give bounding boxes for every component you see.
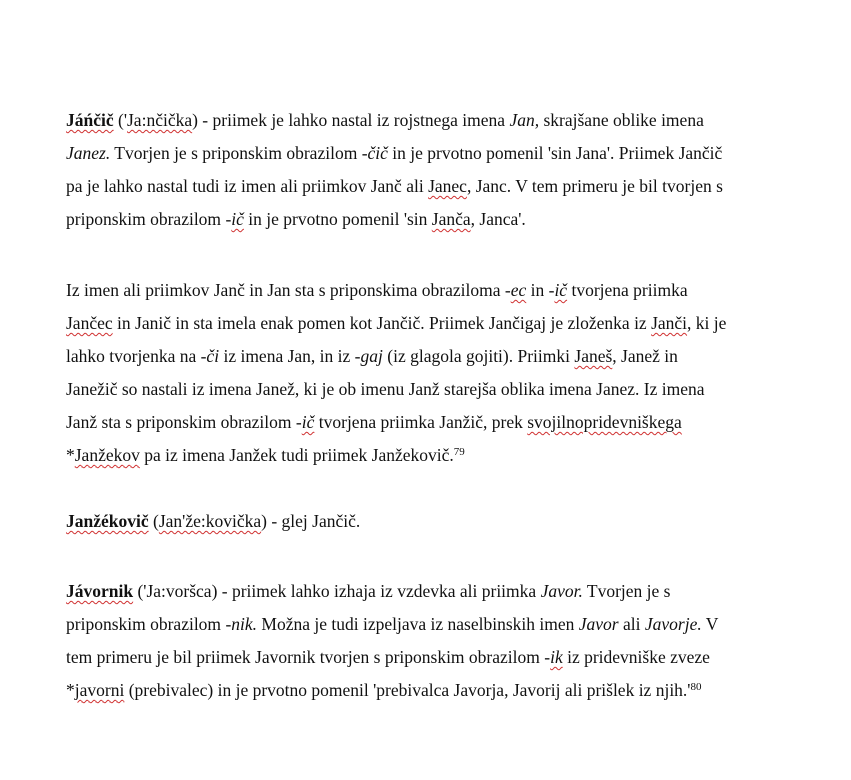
text-run: skrajšane oblike imena bbox=[539, 110, 704, 130]
text-run: (prebivalec) in je prvotno pomenil 'prebivalca Javorja, Javorij ali prišlek iz njih.' bbox=[124, 680, 691, 700]
text-run: lahko tvorjenka na bbox=[66, 346, 201, 366]
spellcheck-flagged-word: Janeš bbox=[574, 346, 613, 366]
spellcheck-flagged-word: Jávornik bbox=[66, 581, 134, 601]
text-run: pa je lahko nastal tudi iz imen ali priimkov Janč ali bbox=[66, 176, 429, 196]
spellcheck-flagged-word: Janec bbox=[428, 176, 467, 196]
text-run: ) - priimek je lahko nastal iz rojstnega imena bbox=[192, 110, 510, 130]
text-run: iz pridevniške zveze bbox=[562, 647, 710, 667]
text-run: -nik. bbox=[225, 614, 258, 634]
text-run: - bbox=[225, 209, 232, 229]
text-run: , ki je bbox=[687, 313, 727, 333]
text-run: tem primeru je bil priimek Javornik tvorjen s priponskim obrazilom bbox=[66, 647, 545, 667]
text-run: pa iz imena Janžek tudi priimek Janžekovič. bbox=[139, 445, 454, 465]
text-line bbox=[66, 373, 796, 406]
entry-javornik bbox=[66, 575, 796, 707]
spellcheck-flagged-word: ič bbox=[554, 280, 568, 300]
text-run: Tvorjen je s priponskim obrazilom bbox=[110, 143, 362, 163]
text-run: -čič bbox=[361, 143, 388, 163]
spellcheck-flagged-word: Ja:nčička bbox=[127, 110, 193, 130]
text-line bbox=[66, 505, 796, 538]
text-run: - bbox=[504, 280, 511, 300]
text-run: in je prvotno pomenil 'sin bbox=[243, 209, 432, 229]
text-run: Janez. bbox=[66, 143, 111, 163]
text-run: (' bbox=[113, 110, 127, 130]
text-run: * bbox=[66, 445, 75, 465]
spellcheck-flagged-word: Janžékovič bbox=[66, 511, 149, 531]
text-run: ) - glej Jančič. bbox=[261, 511, 361, 531]
text-run: (iz glagola gojiti). Priimki bbox=[382, 346, 575, 366]
text-run: V bbox=[701, 614, 719, 634]
text-run: Janž sta s priponskim obrazilom bbox=[66, 412, 296, 432]
text-run: ali bbox=[618, 614, 645, 634]
text-line bbox=[66, 137, 796, 170]
text-run: in je prvotno pomenil 'sin Jana'. Priimek Jančič bbox=[387, 143, 723, 163]
text-run: - bbox=[548, 280, 555, 300]
text-run: * bbox=[66, 680, 75, 700]
text-run: in Janič in sta imela enak pomen kot Jančič. Priimek Jančigaj je zloženka iz bbox=[112, 313, 652, 333]
text-run: - bbox=[544, 647, 551, 667]
text-run: -či bbox=[200, 346, 220, 366]
spellcheck-flagged-word: Janči bbox=[651, 313, 688, 333]
footnote-ref: 80 bbox=[690, 681, 702, 693]
text-run: Tvorjen je s bbox=[582, 581, 671, 601]
text-line bbox=[66, 641, 796, 674]
spellcheck-flagged-word: Jáńčič bbox=[66, 110, 114, 130]
spellcheck-flagged-word: Janžekov bbox=[74, 445, 140, 465]
text-line bbox=[66, 674, 796, 707]
spellcheck-flagged-word: ič bbox=[301, 412, 315, 432]
spellcheck-flagged-word: ič bbox=[231, 209, 244, 229]
text-run: Javor bbox=[578, 614, 619, 634]
spellcheck-flagged-word: ec bbox=[510, 280, 527, 300]
text-run: -gaj bbox=[354, 346, 383, 366]
entry-jancic bbox=[66, 104, 796, 236]
spellcheck-flagged-word: svojilnopridevniškega bbox=[527, 412, 682, 432]
text-run: , Janež in bbox=[612, 346, 678, 366]
text-run: Janežič so nastali iz imena Janež, ki je ob imenu Janž starejša oblika imena Janez. Iz imena bbox=[66, 379, 705, 399]
spellcheck-flagged-word: Jančec bbox=[66, 313, 113, 333]
paragraph-name-origins bbox=[66, 274, 796, 472]
text-line bbox=[66, 307, 796, 340]
text-run: priponskim obrazilom bbox=[66, 614, 226, 634]
spellcheck-flagged-word: ik bbox=[550, 647, 563, 667]
text-run: , Janc. V tem primeru je bil tvorjen s bbox=[466, 176, 723, 196]
text-line bbox=[66, 439, 796, 472]
text-line bbox=[66, 274, 796, 307]
spellcheck-flagged-word: javorni bbox=[74, 680, 125, 700]
text-run: Iz imen ali priimkov Janč in Jan sta s priponskima obraziloma bbox=[66, 280, 505, 300]
text-run: Javorje. bbox=[644, 614, 702, 634]
spellcheck-flagged-word: Janča bbox=[431, 209, 471, 229]
text-line bbox=[66, 608, 796, 641]
text-run: priponskim obrazilom bbox=[66, 209, 226, 229]
text-run: iz imena Jan, in iz bbox=[219, 346, 355, 366]
text-run: Jan, bbox=[509, 110, 540, 130]
text-run: - bbox=[295, 412, 302, 432]
text-run: Javor. bbox=[540, 581, 583, 601]
spellcheck-flagged-word: Jan'že:kovička bbox=[158, 511, 262, 531]
text-run: in bbox=[526, 280, 549, 300]
text-line bbox=[66, 203, 796, 236]
text-run: tvorjena priimka bbox=[567, 280, 688, 300]
text-run: Možna je tudi izpeljava iz naselbinskih imen bbox=[257, 614, 579, 634]
text-line bbox=[66, 575, 796, 608]
text-run: ('Ja:voršca) - priimek lahko izhaja iz vzdevka ali priimka bbox=[133, 581, 541, 601]
footnote-ref: 79 bbox=[453, 446, 465, 458]
text-line bbox=[66, 406, 796, 439]
text-run: ( bbox=[148, 511, 159, 531]
text-line bbox=[66, 170, 796, 203]
entry-janzekovic bbox=[66, 505, 796, 538]
text-line bbox=[66, 104, 796, 137]
text-run: , Janca'. bbox=[470, 209, 526, 229]
text-line bbox=[66, 340, 796, 373]
text-run: tvorjena priimka Janžič, prek bbox=[314, 412, 528, 432]
